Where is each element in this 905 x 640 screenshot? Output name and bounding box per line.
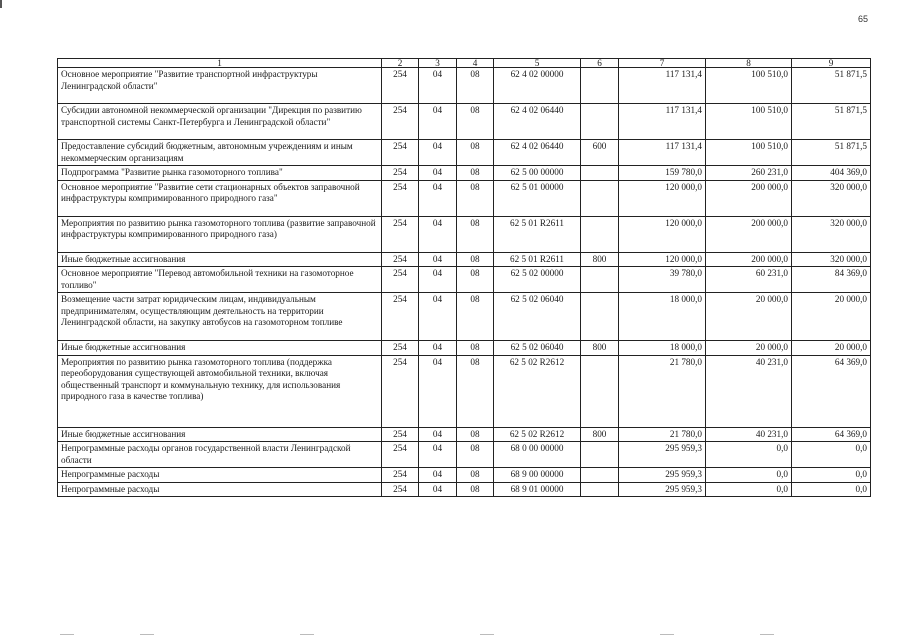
column-header: 8 [706, 59, 792, 68]
row-name-cell: Иные бюджетные ассигнования [58, 427, 382, 442]
row-c3-cell: 04 [419, 442, 457, 468]
row-c5-cell: 62 5 00 00000 [494, 166, 581, 181]
row-c8-cell: 0,0 [706, 442, 792, 468]
column-header: 1 [58, 59, 382, 68]
page-number: 65 [858, 14, 869, 24]
row-c6-cell [581, 104, 619, 140]
column-header: 4 [457, 59, 494, 68]
row-c5-cell: 62 4 02 00000 [494, 68, 581, 104]
table-row [58, 293, 871, 341]
table-row [58, 355, 871, 427]
row-c6-cell [581, 166, 619, 181]
header-row [58, 59, 871, 68]
row-c4-cell: 08 [457, 355, 494, 427]
row-c4-cell: 08 [457, 216, 494, 252]
row-c5-cell: 62 5 02 06040 [494, 293, 581, 341]
row-c6-cell: 800 [581, 427, 619, 442]
row-c3-cell: 04 [419, 341, 457, 356]
row-c4-cell: 08 [457, 427, 494, 442]
row-name-cell: Мероприятия по развитию рынка газомоторного топлива (поддержка переоборудования существующей автомобильной техники, включая общественный транспорт и коммунальную технику, для использования природного газа в качестве топлива) [58, 355, 382, 427]
scan-edge-mark [0, 0, 2, 8]
row-c9-cell: 404 369,0 [792, 166, 871, 181]
row-c8-cell: 100 510,0 [706, 68, 792, 104]
row-c9-cell: 320 000,0 [792, 216, 871, 252]
column-header: 6 [581, 59, 619, 68]
table-row [58, 140, 871, 166]
row-c2-cell: 254 [382, 293, 419, 341]
row-name-cell: Основное мероприятие "Развитие сети стационарных объектов заправочной инфраструктуры компримированного природного газа" [58, 180, 382, 216]
row-c6-cell [581, 482, 619, 497]
row-c9-cell: 0,0 [792, 468, 871, 483]
table-row [58, 166, 871, 181]
row-c3-cell: 04 [419, 68, 457, 104]
row-name-cell: Субсидии автономной некоммерческой организации "Дирекция по развитию транспортной системы Санкт-Петербурга и Ленинградской области" [58, 104, 382, 140]
row-c2-cell: 254 [382, 355, 419, 427]
row-c7-cell: 295 959,3 [619, 482, 706, 497]
row-c5-cell: 62 5 01 R2611 [494, 252, 581, 267]
row-c2-cell: 254 [382, 104, 419, 140]
row-c7-cell: 21 780,0 [619, 355, 706, 427]
row-c6-cell [581, 180, 619, 216]
row-c3-cell: 04 [419, 252, 457, 267]
table-row [58, 427, 871, 442]
row-c7-cell: 120 000,0 [619, 252, 706, 267]
row-c5-cell: 62 5 02 06040 [494, 341, 581, 356]
table-row [58, 482, 871, 497]
row-c6-cell [581, 355, 619, 427]
row-c9-cell: 320 000,0 [792, 180, 871, 216]
row-c2-cell: 254 [382, 468, 419, 483]
row-c7-cell: 117 131,4 [619, 104, 706, 140]
row-c3-cell: 04 [419, 468, 457, 483]
row-c8-cell: 100 510,0 [706, 104, 792, 140]
row-c5-cell: 62 5 01 00000 [494, 180, 581, 216]
row-c9-cell: 51 871,5 [792, 104, 871, 140]
row-c6-cell: 600 [581, 140, 619, 166]
table-row [58, 216, 871, 252]
row-c8-cell: 40 231,0 [706, 355, 792, 427]
row-c7-cell: 39 780,0 [619, 267, 706, 293]
row-c2-cell: 254 [382, 442, 419, 468]
row-c2-cell: 254 [382, 68, 419, 104]
row-c4-cell: 08 [457, 140, 494, 166]
row-name-cell: Непрограммные расходы [58, 482, 382, 497]
row-c4-cell: 08 [457, 180, 494, 216]
row-c6-cell [581, 442, 619, 468]
row-c5-cell: 68 9 00 00000 [494, 468, 581, 483]
row-c4-cell: 08 [457, 104, 494, 140]
row-c2-cell: 254 [382, 267, 419, 293]
table-row [58, 180, 871, 216]
row-c8-cell: 100 510,0 [706, 140, 792, 166]
row-c4-cell: 08 [457, 252, 494, 267]
row-c2-cell: 254 [382, 427, 419, 442]
row-c7-cell: 18 000,0 [619, 341, 706, 356]
column-header: 2 [382, 59, 419, 68]
row-c8-cell: 40 231,0 [706, 427, 792, 442]
row-c7-cell: 21 780,0 [619, 427, 706, 442]
budget-table [57, 58, 871, 497]
row-c2-cell: 254 [382, 166, 419, 181]
row-c3-cell: 04 [419, 216, 457, 252]
row-name-cell: Возмещение части затрат юридическим лицам, индивидуальным предпринимателям, осуществляющим деятельность на территории Ленинградской области, на закупку автобусов на газомоторном топливе [58, 293, 382, 341]
column-header: 3 [419, 59, 457, 68]
row-c7-cell: 295 959,3 [619, 468, 706, 483]
row-c3-cell: 04 [419, 427, 457, 442]
row-c2-cell: 254 [382, 180, 419, 216]
row-c3-cell: 04 [419, 140, 457, 166]
row-c8-cell: 0,0 [706, 482, 792, 497]
row-name-cell: Предоставление субсидий бюджетным, автономным учреждениям и иным некоммерческим организациям [58, 140, 382, 166]
row-c2-cell: 254 [382, 140, 419, 166]
row-c5-cell: 62 4 02 06440 [494, 104, 581, 140]
row-c4-cell: 08 [457, 166, 494, 181]
column-header: 5 [494, 59, 581, 68]
row-name-cell: Подпрограмма "Развитие рынка газомоторного топлива" [58, 166, 382, 181]
row-c8-cell: 200 000,0 [706, 180, 792, 216]
scan-bottom-artifacts [0, 630, 905, 640]
row-c3-cell: 04 [419, 482, 457, 497]
table-row [58, 468, 871, 483]
row-name-cell: Иные бюджетные ассигнования [58, 252, 382, 267]
row-c7-cell: 120 000,0 [619, 180, 706, 216]
row-c6-cell: 800 [581, 252, 619, 267]
row-c9-cell: 0,0 [792, 442, 871, 468]
table-row [58, 267, 871, 293]
row-c9-cell: 84 369,0 [792, 267, 871, 293]
row-c2-cell: 254 [382, 341, 419, 356]
row-name-cell: Иные бюджетные ассигнования [58, 341, 382, 356]
row-c4-cell: 08 [457, 468, 494, 483]
row-c5-cell: 62 5 01 R2611 [494, 216, 581, 252]
table-row [58, 104, 871, 140]
row-c6-cell [581, 293, 619, 341]
row-c7-cell: 117 131,4 [619, 140, 706, 166]
row-c4-cell: 08 [457, 68, 494, 104]
table-row [58, 341, 871, 356]
row-name-cell: Мероприятия по развитию рынка газомоторного топлива (развитие заправочной инфраструктуры компримированного природного газа) [58, 216, 382, 252]
table-row [58, 252, 871, 267]
column-header: 9 [792, 59, 871, 68]
row-c9-cell: 51 871,5 [792, 68, 871, 104]
row-c8-cell: 60 231,0 [706, 267, 792, 293]
row-c9-cell: 51 871,5 [792, 140, 871, 166]
row-c9-cell: 64 369,0 [792, 427, 871, 442]
row-c3-cell: 04 [419, 267, 457, 293]
row-c9-cell: 20 000,0 [792, 293, 871, 341]
table-row [58, 68, 871, 104]
row-c2-cell: 254 [382, 216, 419, 252]
table-row [58, 442, 871, 468]
row-c5-cell: 68 9 01 00000 [494, 482, 581, 497]
row-c9-cell: 320 000,0 [792, 252, 871, 267]
row-c4-cell: 08 [457, 293, 494, 341]
row-c5-cell: 62 5 02 R2612 [494, 355, 581, 427]
row-name-cell: Основное мероприятие "Перевод автомобильной техники на газомоторное топливо" [58, 267, 382, 293]
row-c8-cell: 20 000,0 [706, 341, 792, 356]
row-name-cell: Непрограммные расходы [58, 468, 382, 483]
row-c4-cell: 08 [457, 442, 494, 468]
row-c7-cell: 159 780,0 [619, 166, 706, 181]
row-c6-cell [581, 267, 619, 293]
row-c7-cell: 295 959,3 [619, 442, 706, 468]
row-c8-cell: 200 000,0 [706, 252, 792, 267]
row-c8-cell: 200 000,0 [706, 216, 792, 252]
row-c2-cell: 254 [382, 482, 419, 497]
row-c5-cell: 62 4 02 06440 [494, 140, 581, 166]
column-header: 7 [619, 59, 706, 68]
row-c6-cell: 800 [581, 341, 619, 356]
row-c6-cell [581, 468, 619, 483]
row-c7-cell: 120 000,0 [619, 216, 706, 252]
row-name-cell: Непрограммные расходы органов государственной власти Ленинградской области [58, 442, 382, 468]
row-c9-cell: 20 000,0 [792, 341, 871, 356]
row-c5-cell: 62 5 02 R2612 [494, 427, 581, 442]
row-c2-cell: 254 [382, 252, 419, 267]
row-c8-cell: 260 231,0 [706, 166, 792, 181]
row-c4-cell: 08 [457, 341, 494, 356]
row-c9-cell: 0,0 [792, 482, 871, 497]
row-c3-cell: 04 [419, 166, 457, 181]
row-c9-cell: 64 369,0 [792, 355, 871, 427]
row-c8-cell: 20 000,0 [706, 293, 792, 341]
row-c4-cell: 08 [457, 482, 494, 497]
row-c3-cell: 04 [419, 180, 457, 216]
row-c3-cell: 04 [419, 293, 457, 341]
row-c5-cell: 62 5 02 00000 [494, 267, 581, 293]
row-c5-cell: 68 0 00 00000 [494, 442, 581, 468]
row-c8-cell: 0,0 [706, 468, 792, 483]
row-c7-cell: 18 000,0 [619, 293, 706, 341]
row-c3-cell: 04 [419, 104, 457, 140]
row-c6-cell [581, 216, 619, 252]
row-c3-cell: 04 [419, 355, 457, 427]
row-c6-cell [581, 68, 619, 104]
row-c7-cell: 117 131,4 [619, 68, 706, 104]
row-name-cell: Основное мероприятие "Развитие транспортной инфраструктуры Ленинградской области" [58, 68, 382, 104]
row-c4-cell: 08 [457, 267, 494, 293]
